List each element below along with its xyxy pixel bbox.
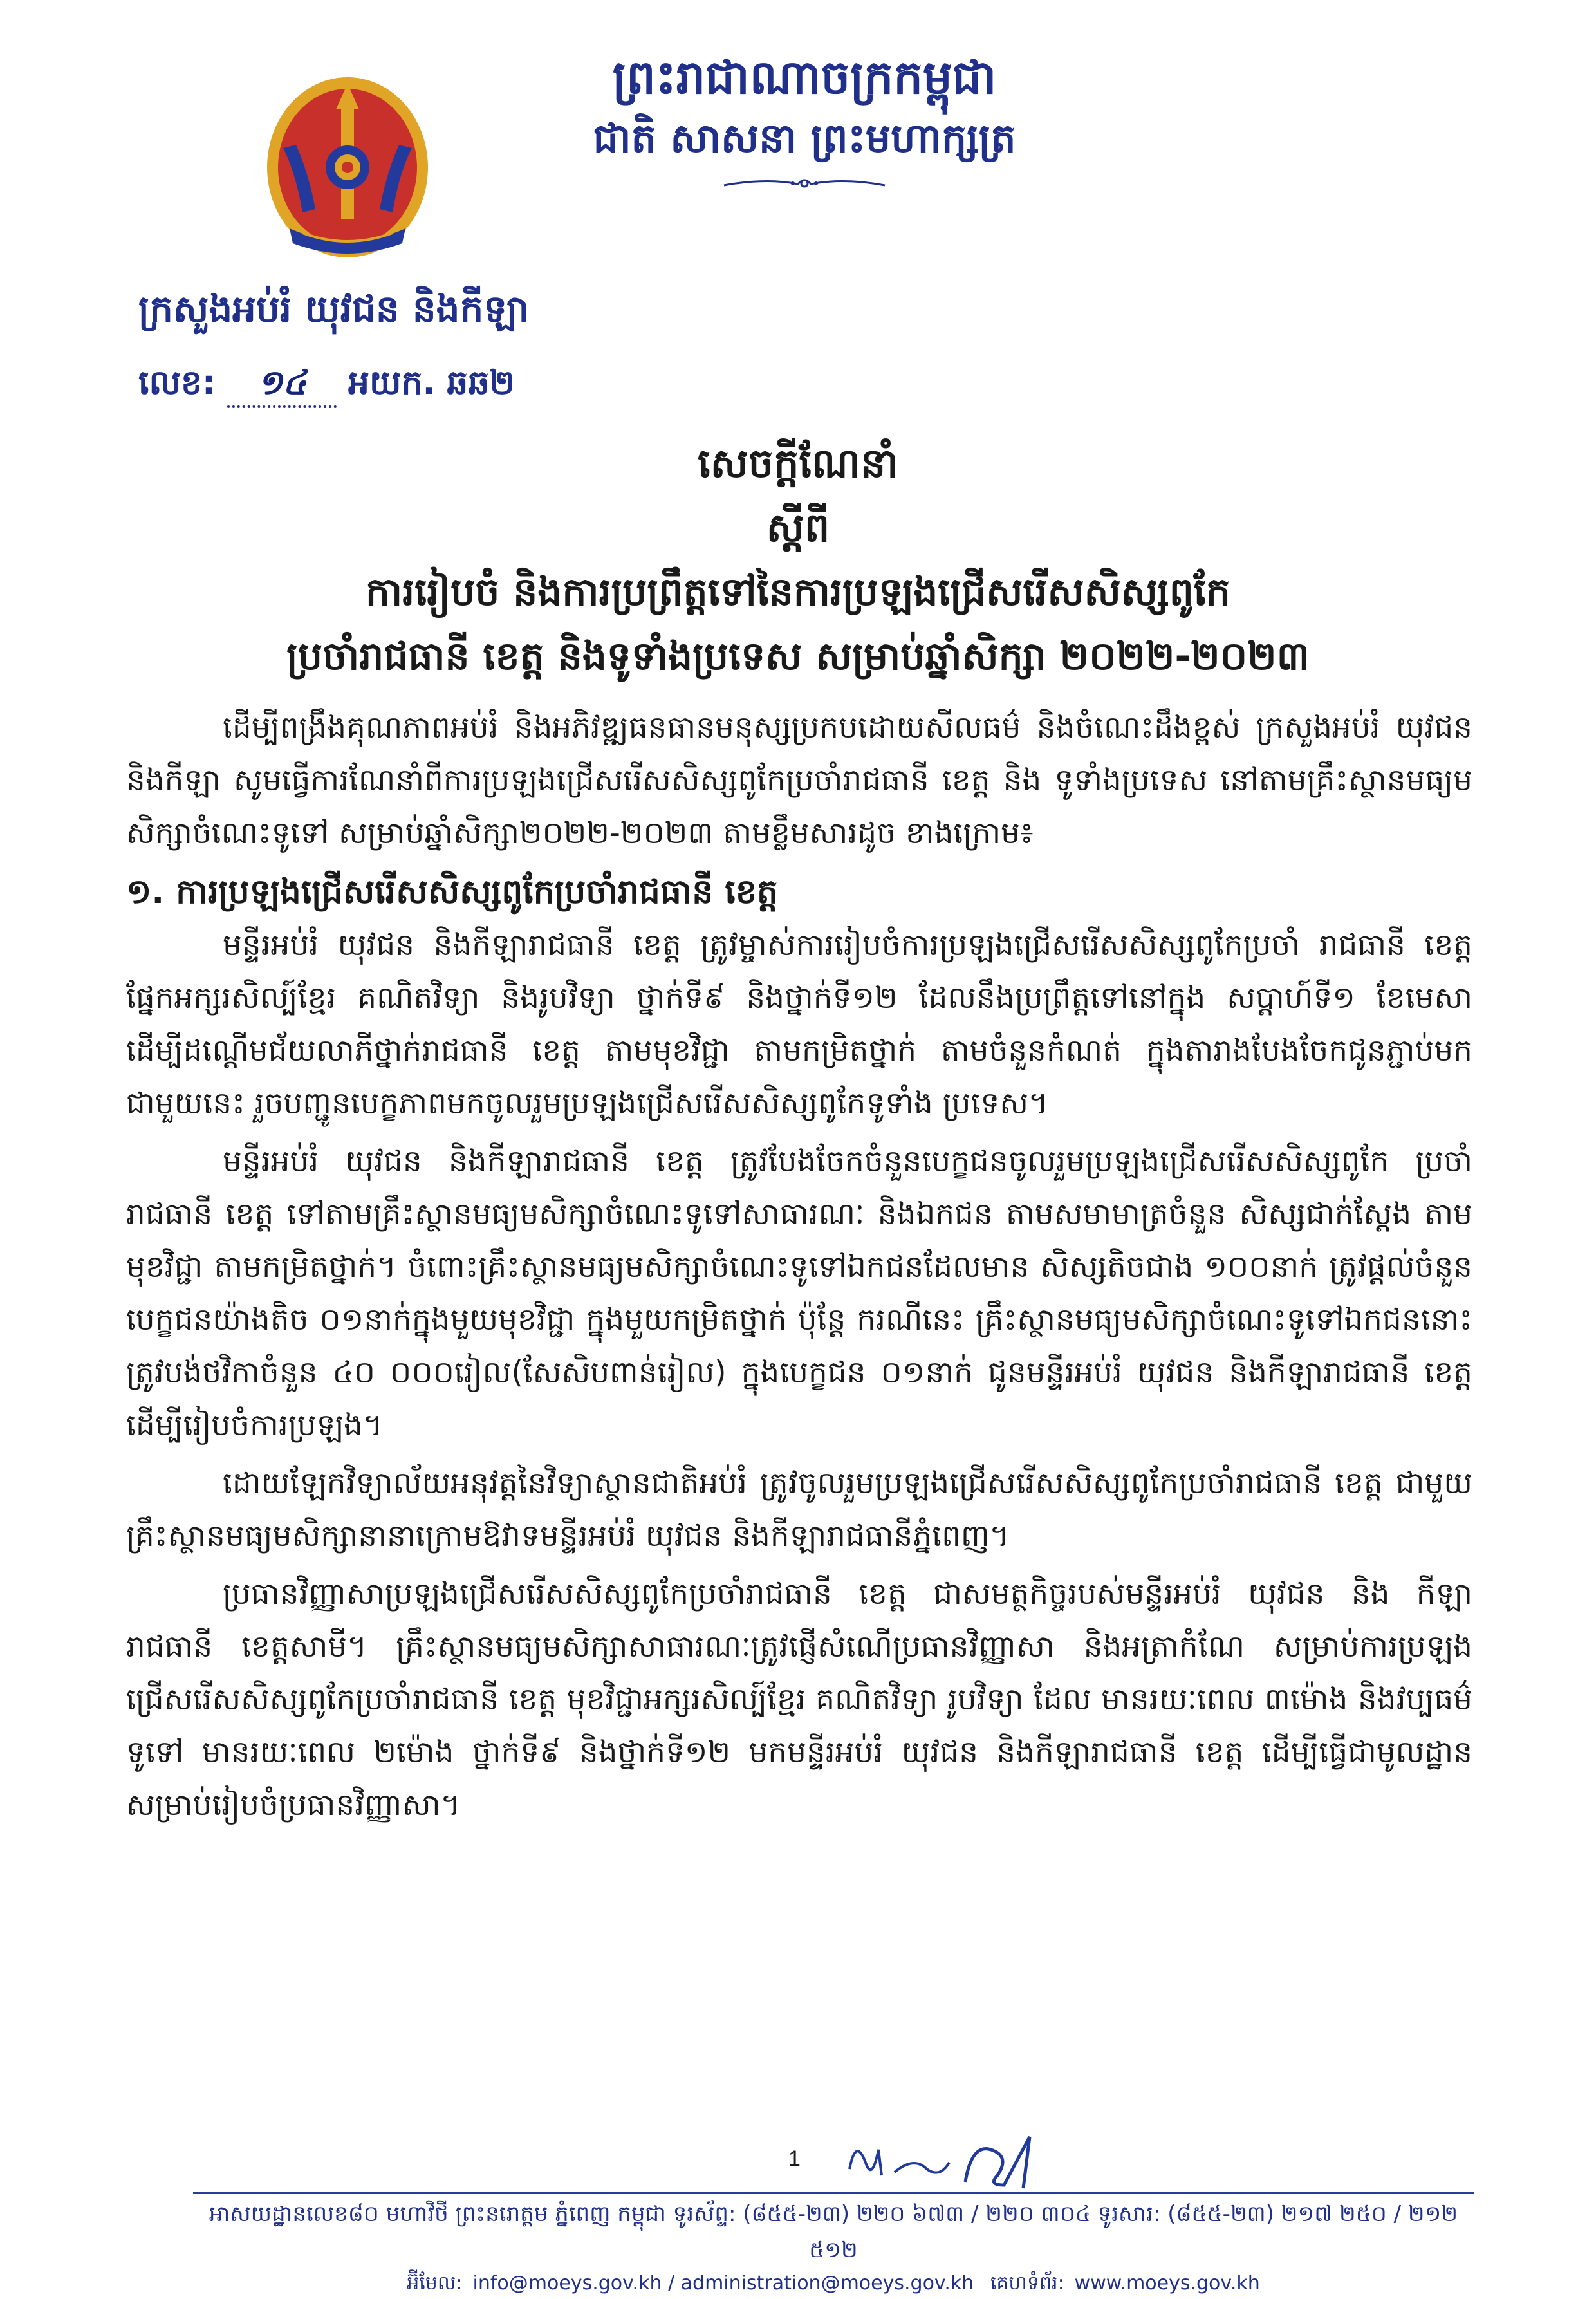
reference-label: លេខ: — [138, 364, 216, 402]
title-subject: ការរៀបចំ និងការប្រព្រឹត្តទៅនៃការប្រឡងជ្រើសរើសសិស្សពូកែ — [366, 570, 1230, 615]
body-paragraph-4: ប្រធានវិញ្ញាសាប្រឡងជ្រើសរើសសិស្សពូកែប្រចាំរាជធានី ខេត្ត ជាសមត្ថកិច្ចរបស់មន្ទីរអប់រំ យុវជន និង កីឡារាជធានី ខេត្តសាមី។ គ្រឹះស្ថានមធ្យមសិក្សាសាធារណៈត្រូវផ្ញើសំណើប្រធានវិញ្ញាសា និងអត្រាកំណែ សម្រាប់ការប្រឡងជ្រើសរើសសិស្សពូកែប្រចាំរាជធានី ខេត្ត មុខវិជ្ជាអក្សរសិល្ប៍ខ្មែរ គណិតវិទ្យា រូបវិទ្យា ដែល មានរយៈពេល ៣ម៉ោង និងវប្បធម៌ទូទៅ មានរយៈពេល ២ម៉ោង ថ្នាក់ទី៩ និងថ្នាក់ទី១២ មកមន្ទីរអប់រំ យុវជន និងកីឡារាជធានី ខេត្ត ដើម្បីធ្វើជាមូលដ្ឋានសម្រាប់រៀបចំប្រធានវិញ្ញាសា។ — [126, 1576, 1472, 1823]
website-label: គេហទំព័រ: — [990, 2272, 1064, 2294]
footer-address: អាសយដ្ឋានលេខ៨០ មហាវិថី ព្រះនរោត្តម ភ្នំពេញ កម្ពុជា ទូរស័ព្ទ: (៨៥៥-២៣) ២២០ ៦៧៣ / ២២០ ៣០៤ ទូរសារ: (៨៥៥-២៣) ២១៧ ២៥០ / ២១២ ៥១២ — [209, 2201, 1458, 2263]
kingdom-header — [547, 45, 1062, 193]
ornament-divider-icon — [721, 174, 888, 193]
footer-contacts — [193, 2268, 1474, 2299]
ministry-emblem-icon — [257, 71, 438, 264]
intro-paragraph: ដើម្បីពង្រឹងគុណភាពអប់រំ និងអភិវឌ្ឍធនធានមនុស្សប្រកបដោយសីលធម៌ និងចំណេះដឹងខ្ពស់ ក្រសួងអប់រំ យុវជន និងកីឡា សូមធ្វើការណែនាំពីការប្រឡងជ្រើសរើសសិស្សពូកែប្រចាំរាជធានី ខេត្ត និង ទូទាំងប្រទេស នៅតាមគ្រឹះស្ថានមធ្យមសិក្សាចំណេះទូទៅ សម្រាប់ឆ្នាំសិក្សា២០២២-២០២៣ តាមខ្លឹមសារដូច ខាងក្រោម៖ — [126, 710, 1472, 851]
kingdom-name: ព្រះរាជាណាចក្រកម្ពុជា — [612, 50, 997, 104]
title-regarding: ស្តីពី — [766, 504, 830, 551]
document-type: សេចក្តីណែនាំ — [698, 440, 898, 487]
section-1-heading: ១. ការប្រឡងជ្រើសរើសសិស្សពូកែប្រចាំរាជធានី ខេត្ត — [126, 873, 778, 911]
email-link[interactable]: info@moeys.gov.kh / administration@moeys.gov.kh — [472, 2272, 974, 2294]
body-paragraph-2: មន្ទីរអប់រំ យុវជន និងកីឡារាជធានី ខេត្ត ត្រូវបែងចែកចំនួនបេក្ខជនចូលរួមប្រឡងជ្រើសរើសសិស្សពូកែ ប្រចាំរាជធានី ខេត្ត ទៅតាមគ្រឹះស្ថានមធ្យមសិក្សាចំណេះទូទៅសាធារណៈ និងឯកជន តាមសមាមាត្រចំនួន សិស្សជាក់ស្តែង តាមមុខវិជ្ជា តាមកម្រិតថ្នាក់។ ចំពោះគ្រឹះស្ថានមធ្យមសិក្សាចំណេះទូទៅឯកជនដែលមាន សិស្សតិចជាង ១០០នាក់ ត្រូវផ្តល់ចំនួនបេក្ខជនយ៉ាងតិច ០១នាក់ក្នុងមួយមុខវិជ្ជា ក្នុងមួយកម្រិតថ្នាក់ ប៉ុន្តែ ករណីនេះ គ្រឹះស្ថានមធ្យមសិក្សាចំណេះទូទៅឯកជននោះ ត្រូវបង់ថវិកាចំនួន ៤០ ០០០រៀល(សែសិបពាន់រៀល) ក្នុងបេក្ខជន ០១នាក់ ជូនមន្ទីរអប់រំ យុវជន និងកីឡារាជធានី ខេត្ត ដើម្បីរៀបចំការប្រឡង។ — [126, 1144, 1472, 1443]
reference-line — [138, 360, 653, 408]
email-label: អ៊ីមែល: — [407, 2272, 463, 2294]
national-motto: ជាតិ សាសនា ព្រះមហាក្សត្រ — [593, 115, 1016, 162]
title-scope: ប្រចាំរាជធានី ខេត្ត និងទូទាំងប្រទេស សម្រាប់ឆ្នាំសិក្សា ២០២២-២០២៣ — [286, 634, 1310, 679]
initials-signature-icon — [843, 2124, 1049, 2195]
reference-number: ១៤ — [227, 360, 337, 408]
body-paragraph-3: ដោយឡែកវិទ្យាល័យអនុវត្តនៃវិទ្យាស្ថានជាតិអប់រំ ត្រូវចូលរួមប្រឡងជ្រើសរើសសិស្សពូកែប្រចាំរាជធានី ខេត្ត ជាមួយគ្រឹះស្ថានមធ្យមសិក្សានានាក្រោមឱវាទមន្ទីរអប់រំ យុវជន និងកីឡារាជធានីភ្នំពេញ។ — [126, 1466, 1472, 1554]
footer-divider — [193, 2192, 1474, 2194]
title-block — [129, 431, 1467, 689]
body-paragraph-1: មន្ទីរអប់រំ យុវជន និងកីឡារាជធានី ខេត្ត ត្រូវម្ចាស់ការរៀបចំការប្រឡងជ្រើសរើសសិស្សពូកែប្រចាំ រាជធានី ខេត្ត ផ្នែកអក្សរសិល្ប៍ខ្មែរ គណិតវិទ្យា និងរូបវិទ្យា ថ្នាក់ទី៩ និងថ្នាក់ទី១២ ដែលនឹងប្រព្រឹត្តទៅនៅក្នុង សប្តាហ៍ទី១ ខែមេសា ដើម្បីដណ្តើមជ័យលាភីថ្នាក់រាជធានី ខេត្ត តាមមុខវិជ្ជា តាមកម្រិតថ្នាក់ តាមចំនួនកំណត់ ក្នុងតារាងបែងចែកជូនភ្ជាប់មកជាមួយនេះ រួចបញ្ជូនបេក្ខភាពមកចូលរួមប្រឡងជ្រើសរើសសិស្សពូកែទូទាំង ប្រទេស។ — [126, 927, 1472, 1121]
ministry-name: ក្រសួងអប់រំ យុវជន និងកីឡា — [138, 287, 530, 331]
website-link[interactable]: www.moeys.gov.kh — [1074, 2272, 1260, 2294]
document-body — [126, 702, 1472, 1837]
page-number: 1 — [788, 2146, 801, 2171]
footer — [193, 2196, 1474, 2299]
reference-suffix: អយក. ឆឆ២ — [348, 364, 515, 402]
